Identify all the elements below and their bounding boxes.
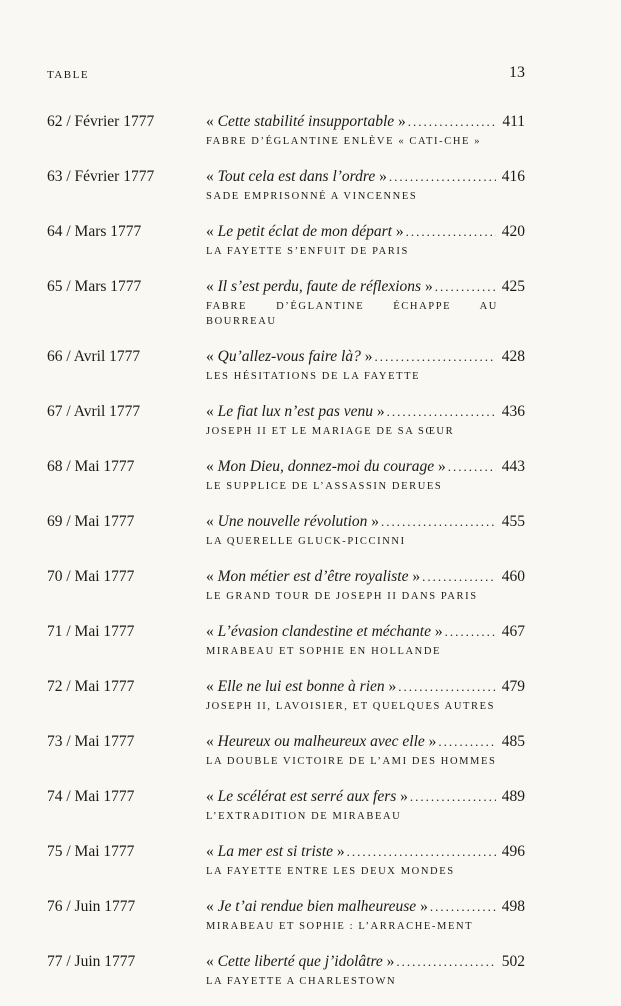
entry-title: « Mon métier est d’être royaliste » bbox=[206, 568, 421, 585]
entry-title-text: Heureux ou malheureux avec elle bbox=[217, 733, 425, 750]
toc-entry bbox=[47, 401, 525, 439]
dot-leader bbox=[394, 951, 495, 973]
entry-subtitle: FABRE D’ÉGLANTINE ÉCHAPPE AU BOURREAU bbox=[206, 301, 498, 327]
toc-entry bbox=[47, 221, 525, 259]
entry-title-text: Mon métier est d’être royaliste bbox=[217, 568, 409, 585]
entry-title-line bbox=[206, 511, 525, 533]
entry-date: 70 / Mai 1777 bbox=[47, 568, 135, 585]
entry-date: 73 / Mai 1777 bbox=[47, 733, 135, 750]
entry-body bbox=[206, 511, 525, 549]
entry-body bbox=[206, 896, 525, 934]
entry-title: « La mer est si triste » bbox=[206, 843, 345, 860]
entry-date: 69 / Mai 1777 bbox=[47, 513, 135, 530]
entry-date: 71 / Mai 1777 bbox=[47, 623, 135, 640]
toc-entry bbox=[47, 676, 525, 714]
dot-leader bbox=[385, 401, 496, 423]
entry-title-text: Cette stabilité insupportable bbox=[217, 113, 395, 130]
entry-title: « Elle ne lui est bonne à rien » bbox=[206, 678, 397, 695]
entry-date: 75 / Mai 1777 bbox=[47, 843, 135, 860]
entry-body bbox=[206, 346, 525, 384]
entry-page: 489 bbox=[501, 788, 525, 805]
dot-leader bbox=[446, 456, 496, 478]
toc-entry bbox=[47, 166, 525, 204]
dot-leader bbox=[443, 621, 496, 643]
entry-title-text: Le petit éclat de mon départ bbox=[217, 223, 392, 240]
page-number: 13 bbox=[509, 64, 525, 81]
entry-title-line bbox=[206, 166, 525, 188]
running-header: TABLE bbox=[47, 69, 90, 81]
toc-entry bbox=[47, 731, 525, 769]
entry-title: « Il s’est perdu, faute de réflexions » bbox=[206, 278, 433, 295]
dot-leader bbox=[404, 221, 496, 243]
toc-entry bbox=[47, 841, 525, 879]
entry-date: 77 / Juin 1777 bbox=[47, 953, 136, 970]
entry-date: 62 / Février 1777 bbox=[47, 113, 155, 130]
entry-body bbox=[206, 566, 525, 604]
entry-title: « L’évasion clandestine et méchante » bbox=[206, 623, 443, 640]
entry-title-line bbox=[206, 111, 525, 133]
entry-date: 72 / Mai 1777 bbox=[47, 678, 135, 695]
dot-leader bbox=[406, 111, 497, 133]
entry-title: « Mon Dieu, donnez-moi du courage » bbox=[206, 458, 446, 475]
entry-title-line bbox=[206, 896, 525, 918]
entry-title-text: La mer est si triste bbox=[217, 843, 334, 860]
entry-title-text: Elle ne lui est bonne à rien bbox=[217, 678, 385, 695]
entry-date: 76 / Juin 1777 bbox=[47, 898, 136, 915]
entry-body bbox=[206, 841, 525, 879]
entry-title-line bbox=[206, 841, 525, 863]
entry-body bbox=[206, 111, 525, 149]
entry-page: 498 bbox=[501, 898, 525, 915]
entry-body bbox=[206, 951, 525, 989]
entry-subtitle: LES HÉSITATIONS DE LA FAYETTE bbox=[206, 371, 421, 382]
dot-leader bbox=[387, 166, 496, 188]
entry-date: 66 / Avril 1777 bbox=[47, 348, 141, 365]
entry-body bbox=[206, 621, 525, 659]
toc-entry bbox=[47, 456, 525, 494]
entry-subtitle: LA FAYETTE S’ENFUIT DE PARIS bbox=[206, 246, 409, 257]
entry-title: « Heureux ou malheureux avec elle » bbox=[206, 733, 437, 750]
entry-title: « Je t’ai rendue bien malheureuse » bbox=[206, 898, 428, 915]
entry-title: « Cette liberté que j’idolâtre » bbox=[206, 953, 395, 970]
entry-subtitle: LA FAYETTE A CHARLESTOWN bbox=[206, 976, 397, 987]
table-of-contents bbox=[47, 111, 525, 1006]
entry-title: « Le petit éclat de mon départ » bbox=[206, 223, 404, 240]
entry-subtitle: FABRE D’ÉGLANTINE ENLÈVE « CATI-CHE » bbox=[206, 136, 482, 147]
entry-date: 68 / Mai 1777 bbox=[47, 458, 135, 475]
entry-page: 443 bbox=[501, 458, 525, 475]
entry-body bbox=[206, 221, 525, 259]
entry-title-text: Le scélérat est serré aux fers bbox=[217, 788, 397, 805]
entry-title-line bbox=[206, 731, 525, 753]
dot-leader bbox=[428, 896, 496, 918]
entry-page: 467 bbox=[501, 623, 525, 640]
toc-entry bbox=[47, 786, 525, 824]
entry-date: 64 / Mars 1777 bbox=[47, 223, 142, 240]
entry-body bbox=[206, 456, 525, 494]
dot-leader bbox=[433, 276, 496, 298]
entry-page: 460 bbox=[501, 568, 525, 585]
entry-date: 74 / Mai 1777 bbox=[47, 788, 135, 805]
entry-page: 420 bbox=[501, 223, 525, 240]
entry-title-line bbox=[206, 221, 525, 243]
toc-entry bbox=[47, 111, 525, 149]
entry-page: 455 bbox=[501, 513, 525, 530]
entry-body bbox=[206, 786, 525, 824]
entry-title-text: Je t’ai rendue bien malheureuse bbox=[217, 898, 417, 915]
entry-title-text: Il s’est perdu, faute de réflexions bbox=[217, 278, 422, 295]
entry-subtitle: JOSEPH II ET LE MARIAGE DE SA SŒUR bbox=[206, 426, 455, 437]
entry-subtitle: LE GRAND TOUR DE JOSEPH II DANS PARIS bbox=[206, 591, 478, 602]
entry-subtitle: LA FAYETTE ENTRE LES DEUX MONDES bbox=[206, 866, 455, 877]
entry-subtitle: MIRABEAU ET SOPHIE : L’ARRACHE-MENT bbox=[206, 921, 474, 932]
entry-subtitle: SADE EMPRISONNÉ A VINCENNES bbox=[206, 191, 418, 202]
entry-page: 485 bbox=[501, 733, 525, 750]
entry-subtitle: LA DOUBLE VICTOIRE DE L’AMI DES HOMMES bbox=[206, 756, 497, 767]
entry-subtitle: MIRABEAU ET SOPHIE EN HOLLANDE bbox=[206, 646, 442, 657]
entry-body bbox=[206, 276, 525, 329]
dot-leader bbox=[408, 786, 496, 808]
entry-title-text: Une nouvelle révolution bbox=[217, 513, 368, 530]
entry-date: 63 / Février 1777 bbox=[47, 168, 155, 185]
entry-title-line bbox=[206, 566, 525, 588]
toc-entry bbox=[47, 896, 525, 934]
entry-title-line bbox=[206, 346, 525, 368]
entry-title: « Le fiat lux n’est pas venu » bbox=[206, 403, 385, 420]
entry-page: 502 bbox=[501, 953, 525, 970]
entry-title-line bbox=[206, 456, 525, 478]
entry-body bbox=[206, 676, 525, 714]
entry-title-text: Tout cela est dans l’ordre bbox=[217, 168, 376, 185]
entry-title-line bbox=[206, 621, 525, 643]
entry-page: 416 bbox=[501, 168, 525, 185]
entry-title-text: Cette liberté que j’idolâtre bbox=[217, 953, 383, 970]
dot-leader bbox=[420, 566, 496, 588]
entry-page: 479 bbox=[501, 678, 525, 695]
entry-body bbox=[206, 166, 525, 204]
entry-title-line bbox=[206, 401, 525, 423]
entry-subtitle: L’EXTRADITION DE MIRABEAU bbox=[206, 811, 402, 822]
entry-body bbox=[206, 401, 525, 439]
entry-title-line bbox=[206, 786, 525, 808]
entry-date: 65 / Mars 1777 bbox=[47, 278, 142, 295]
entry-subtitle: LA QUERELLE GLUCK-PICCINNI bbox=[206, 536, 406, 547]
toc-entry bbox=[47, 566, 525, 604]
entry-page: 411 bbox=[502, 113, 525, 130]
entry-title: « Le scélérat est serré aux fers » bbox=[206, 788, 408, 805]
toc-entry bbox=[47, 346, 525, 384]
entry-title: « Qu’allez-vous faire là? » bbox=[206, 348, 373, 365]
dot-leader bbox=[372, 346, 495, 368]
entry-page: 428 bbox=[501, 348, 525, 365]
entry-date: 67 / Avril 1777 bbox=[47, 403, 141, 420]
toc-entry bbox=[47, 276, 525, 329]
entry-title-line bbox=[206, 676, 525, 698]
dot-leader bbox=[379, 511, 496, 533]
entry-title: « Tout cela est dans l’ordre » bbox=[206, 168, 387, 185]
toc-entry bbox=[47, 511, 525, 549]
entry-page: 436 bbox=[501, 403, 525, 420]
entry-title-text: Qu’allez-vous faire là? bbox=[217, 348, 361, 365]
entry-title-line bbox=[206, 951, 525, 973]
entry-body bbox=[206, 731, 525, 769]
entry-title: « Une nouvelle révolution » bbox=[206, 513, 380, 530]
dot-leader bbox=[396, 676, 495, 698]
entry-subtitle: JOSEPH II, LAVOISIER, ET QUELQUES AUTRES bbox=[206, 701, 496, 712]
toc-entry bbox=[47, 621, 525, 659]
entry-title-text: Mon Dieu, donnez-moi du courage bbox=[217, 458, 435, 475]
dot-leader bbox=[345, 841, 496, 863]
entry-title: « Cette stabilité insupportable » bbox=[206, 113, 406, 130]
entry-title-text: Le fiat lux n’est pas venu bbox=[217, 403, 374, 420]
entry-title-line bbox=[206, 276, 525, 298]
entry-page: 496 bbox=[501, 843, 525, 860]
entry-page: 425 bbox=[501, 278, 525, 295]
toc-entry bbox=[47, 951, 525, 989]
dot-leader bbox=[436, 731, 495, 753]
entry-subtitle: LE SUPPLICE DE L’ASSASSIN DERUES bbox=[206, 481, 443, 492]
entry-title-text: L’évasion clandestine et méchante bbox=[217, 623, 431, 640]
